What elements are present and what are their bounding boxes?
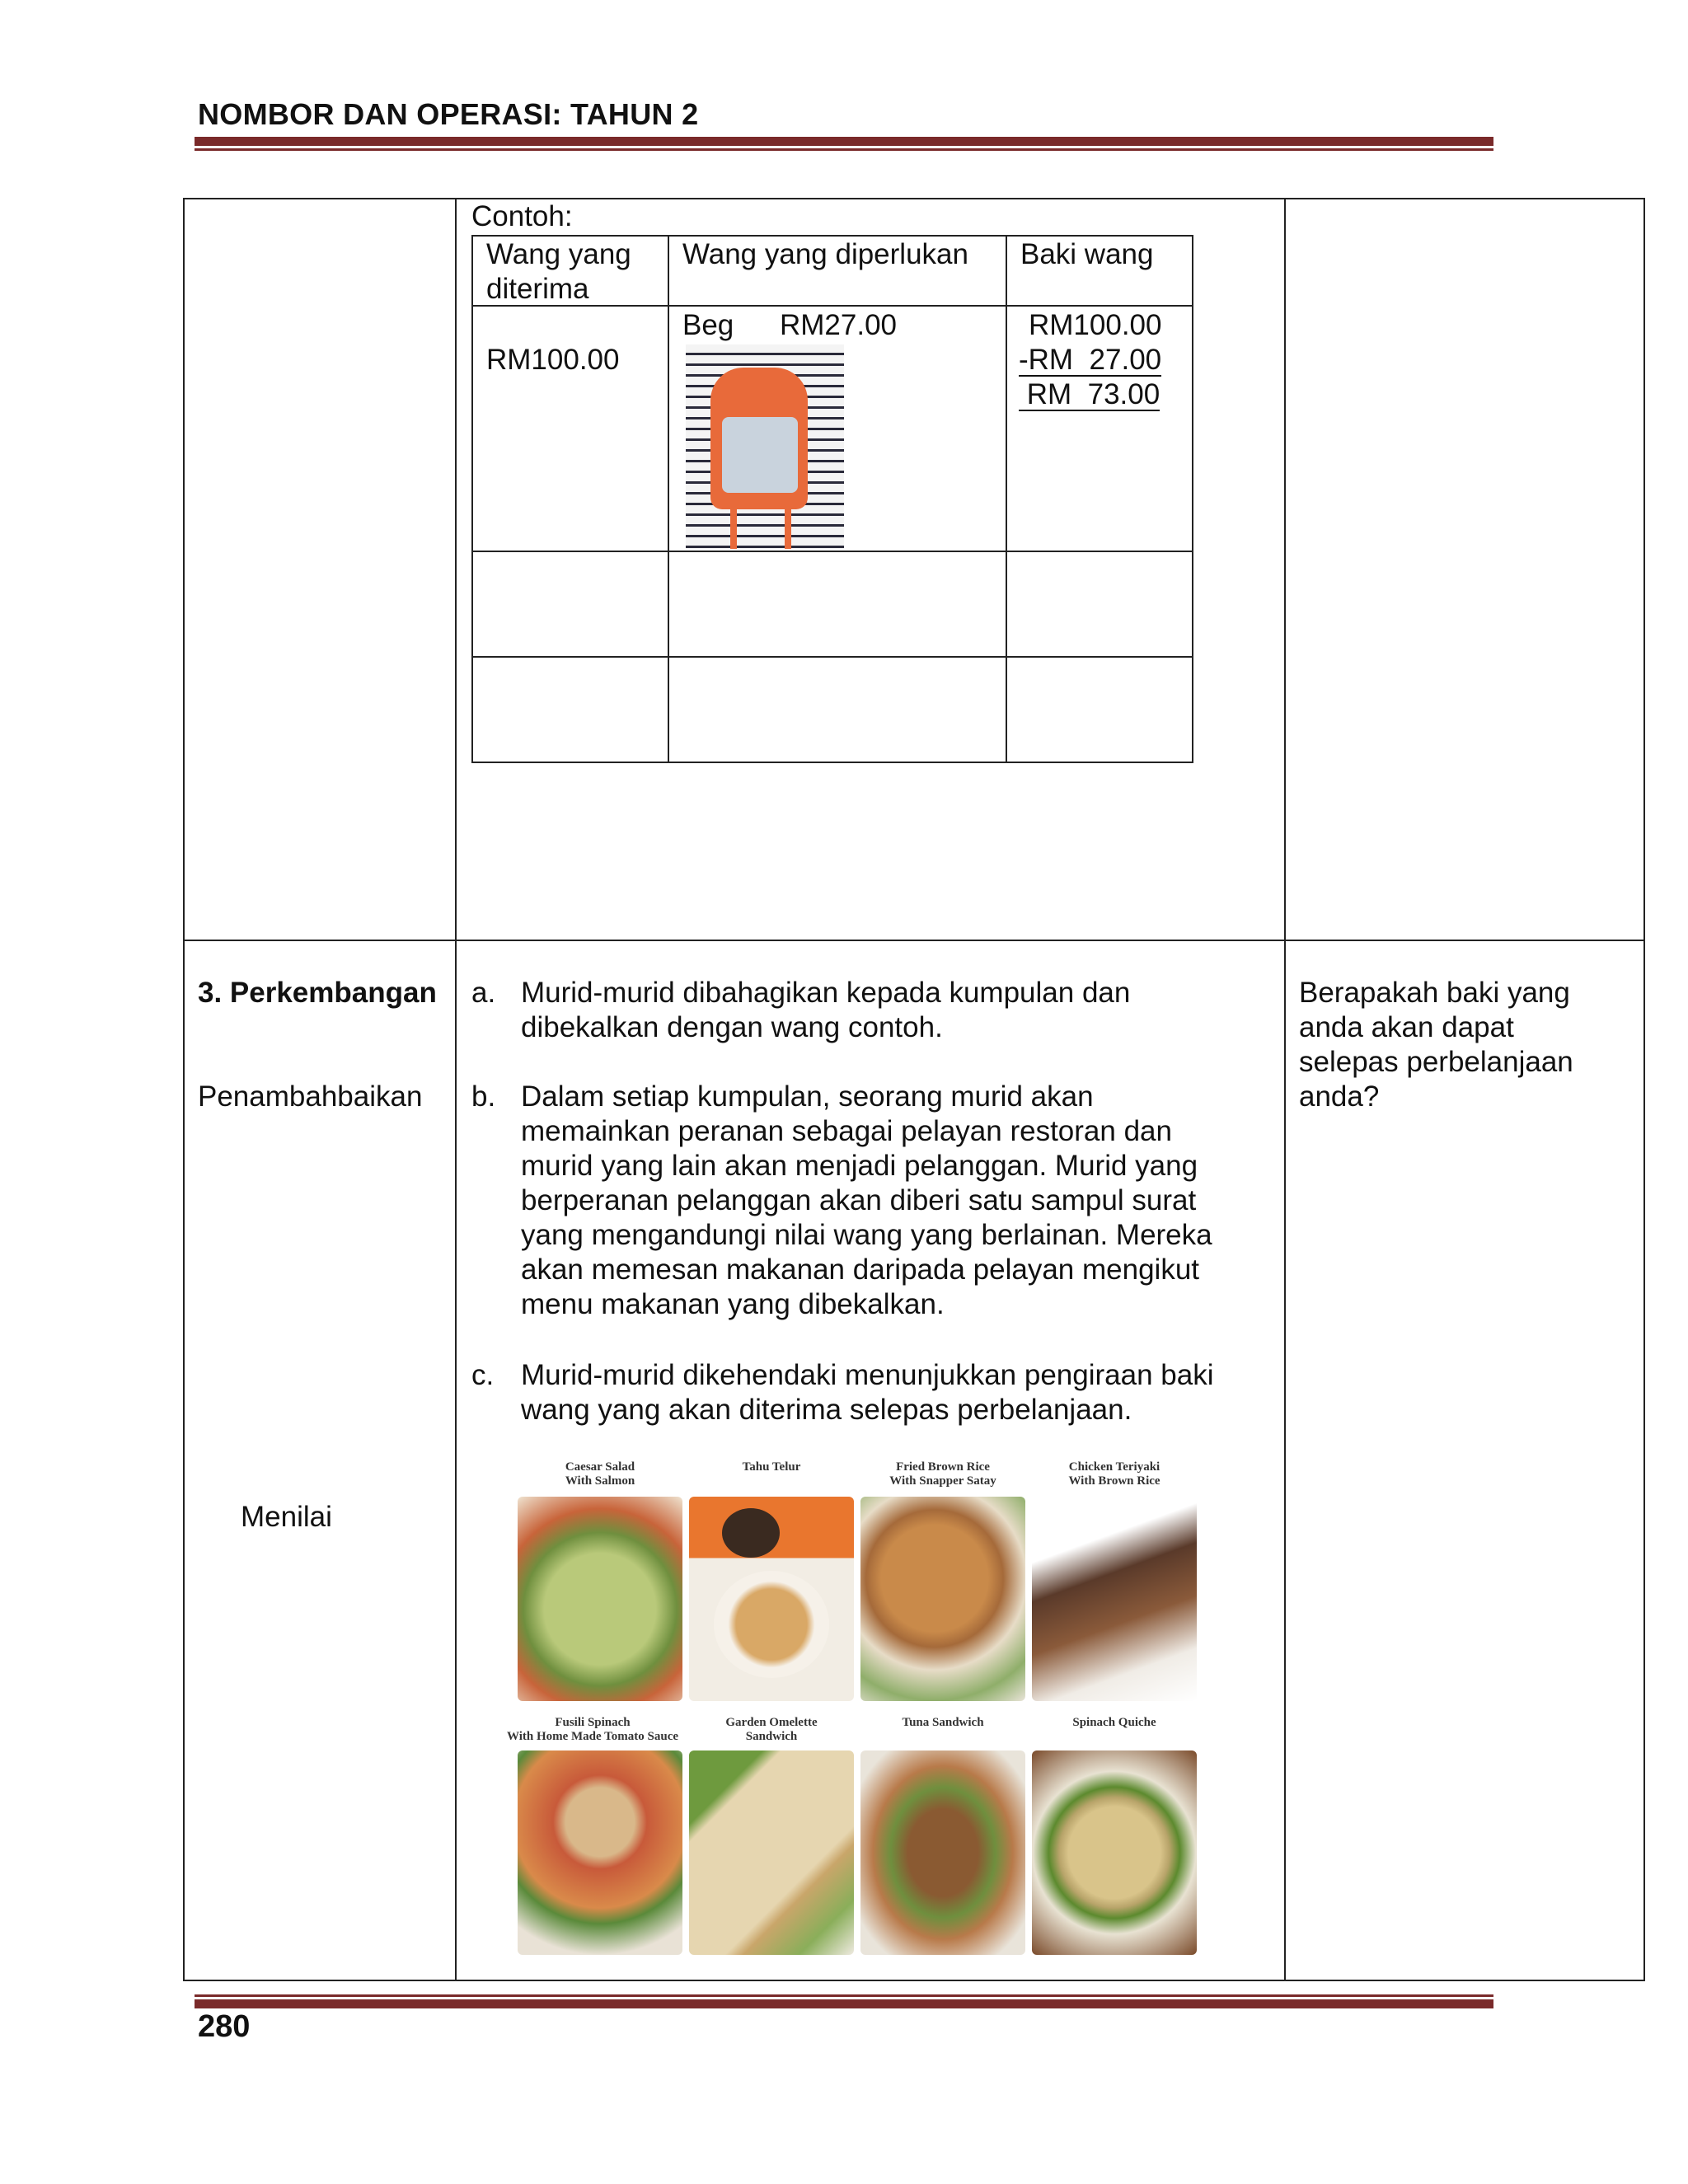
example-table-top: [471, 235, 1193, 237]
item-a-letter: a.: [471, 977, 496, 1009]
menu-label-5-line2: With Home Made Tomato Sauce: [506, 1730, 679, 1743]
item-b-line-6: akan memesan makanan daripada pelayan mengikut: [521, 1254, 1200, 1286]
header-rule-thin: [195, 148, 1493, 151]
menu-photo-spinach-quiche: [1032, 1750, 1197, 1955]
menu-label-1: [518, 1460, 682, 1488]
example-label: Contoh:: [471, 200, 573, 232]
item-a-line-2: dibekalkan dengan wang contoh.: [521, 1011, 943, 1043]
item-c-line-2: wang yang akan diterima selepas perbelanjaan.: [521, 1394, 1132, 1426]
menu-photo-garden-omelette: [689, 1750, 854, 1955]
question-line-3: selepas perbelanjaan: [1299, 1046, 1573, 1078]
step-title: 3. Perkembangan: [198, 977, 437, 1009]
table-border-top: [183, 198, 1645, 199]
item-price: RM27.00: [780, 309, 898, 341]
header-balance: Baki wang: [1020, 238, 1154, 270]
menu-label-5: [498, 1716, 687, 1744]
calc-line-1: RM100.00: [1029, 309, 1162, 341]
example-table-col-1: [668, 235, 669, 763]
example-table-left: [471, 235, 473, 763]
calc-line-2: -RM 27.00: [1019, 344, 1162, 376]
item-b-line-1: Dalam setiap kumpulan, seorang murid akan: [521, 1080, 1094, 1113]
menu-label-4-line2: With Brown Rice: [1068, 1474, 1160, 1488]
page-number: 280: [198, 2009, 251, 2044]
table-border-right: [1643, 198, 1645, 1981]
item-c-letter: c.: [471, 1359, 495, 1391]
item-b-line-5: yang mengandungi nilai wang yang berlainan. Mereka: [521, 1219, 1212, 1251]
menu-photo-tuna-sandwich: [860, 1750, 1025, 1955]
item-name: Beg: [682, 309, 734, 341]
menu-photo-fusili-spinach: [518, 1750, 682, 1955]
calc-line-2-wrap: [1019, 343, 1161, 377]
header-received-line2: diterima: [486, 273, 589, 305]
menu-label-2-line1: Tahu Telur: [742, 1460, 801, 1474]
menu-label-3-line2: With Snapper Satay: [889, 1474, 996, 1488]
table-col-divider-2: [1284, 198, 1286, 1981]
example-table-row-divider-1: [471, 551, 1193, 552]
example-table-bottom: [471, 762, 1193, 763]
menu-label-8-line1: Spinach Quiche: [1072, 1716, 1156, 1729]
page-header-title: NOMBOR DAN OPERASI: TAHUN 2: [198, 97, 699, 131]
menu-label-6: [689, 1716, 854, 1744]
menu-photo-caesar-salad: [518, 1497, 682, 1701]
item-b-letter: b.: [471, 1080, 496, 1113]
label-menilai: Menilai: [241, 1501, 332, 1533]
menu-label-5-line1: Fusili Spinach: [555, 1716, 631, 1729]
example-table-right: [1192, 235, 1193, 763]
question-line-1: Berapakah baki yang: [1299, 977, 1570, 1009]
table-border-left: [183, 198, 185, 1981]
menu-label-1-line2: With Salmon: [565, 1474, 635, 1488]
table-col-divider-1: [455, 198, 457, 1981]
footer-rule-thin: [195, 1994, 1493, 1997]
bag-panel: [722, 417, 798, 493]
header-rule: [195, 137, 1493, 146]
label-penambahbaikan: Penambahbaikan: [198, 1080, 423, 1113]
calc-line-3: RM 73.00: [1019, 378, 1160, 410]
menu-label-7-line1: Tuna Sandwich: [902, 1716, 984, 1729]
item-b-line-2: memainkan peranan sebagai pelayan restoran dan: [521, 1115, 1172, 1147]
menu-label-4-line1: Chicken Teriyaki: [1068, 1460, 1160, 1474]
menu-label-4: [1032, 1460, 1197, 1488]
menu-label-1-line1: Caesar Salad: [565, 1460, 635, 1474]
menu-label-7: [860, 1716, 1025, 1730]
table-border-bottom: [183, 1980, 1645, 1981]
question-line-4: anda?: [1299, 1080, 1380, 1113]
menu-photo-chicken-teriyaki: [1032, 1497, 1197, 1701]
backpack-image: [686, 344, 844, 549]
menu-label-6-line2: Sandwich: [745, 1730, 798, 1743]
footer-rule: [195, 1999, 1493, 2008]
table-row-divider: [183, 940, 1645, 941]
received-value: RM100.00: [486, 344, 620, 376]
menu-label-3: [860, 1460, 1025, 1488]
menu-label-6-line1: Garden Omelette: [725, 1716, 818, 1729]
item-b-line-7: menu makanan yang dibekalkan.: [521, 1288, 945, 1320]
header-received-line1: Wang yang: [486, 238, 631, 270]
tahu-telur-plate: [714, 1571, 829, 1678]
item-b-line-4: berperanan pelanggan akan diberi satu sampul surat: [521, 1184, 1197, 1216]
calc-line-3-wrap: [1019, 377, 1160, 412]
menu-photo-tahu-telur: [689, 1497, 854, 1701]
tahu-telur-sauce-bowl: [722, 1508, 780, 1558]
question-line-2: anda akan dapat: [1299, 1011, 1514, 1043]
menu-label-2: [689, 1460, 854, 1474]
bag-strap-right: [785, 501, 791, 549]
example-table-col-2: [1006, 235, 1007, 763]
example-table-row-divider-2: [471, 656, 1193, 658]
bag-strap-left: [730, 501, 737, 549]
item-b-line-3: murid yang lain akan menjadi pelanggan. Murid yang: [521, 1150, 1198, 1182]
item-c-line-1: Murid-murid dikehendaki menunjukkan pengiraan baki: [521, 1359, 1214, 1391]
header-needed: Wang yang diperlukan: [682, 238, 968, 270]
menu-photo-fried-brown-rice: [860, 1497, 1025, 1701]
item-a-line-1: Murid-murid dibahagikan kepada kumpulan dan: [521, 977, 1131, 1009]
menu-label-8: [1032, 1716, 1197, 1730]
menu-label-3-line1: Fried Brown Rice: [896, 1460, 990, 1474]
